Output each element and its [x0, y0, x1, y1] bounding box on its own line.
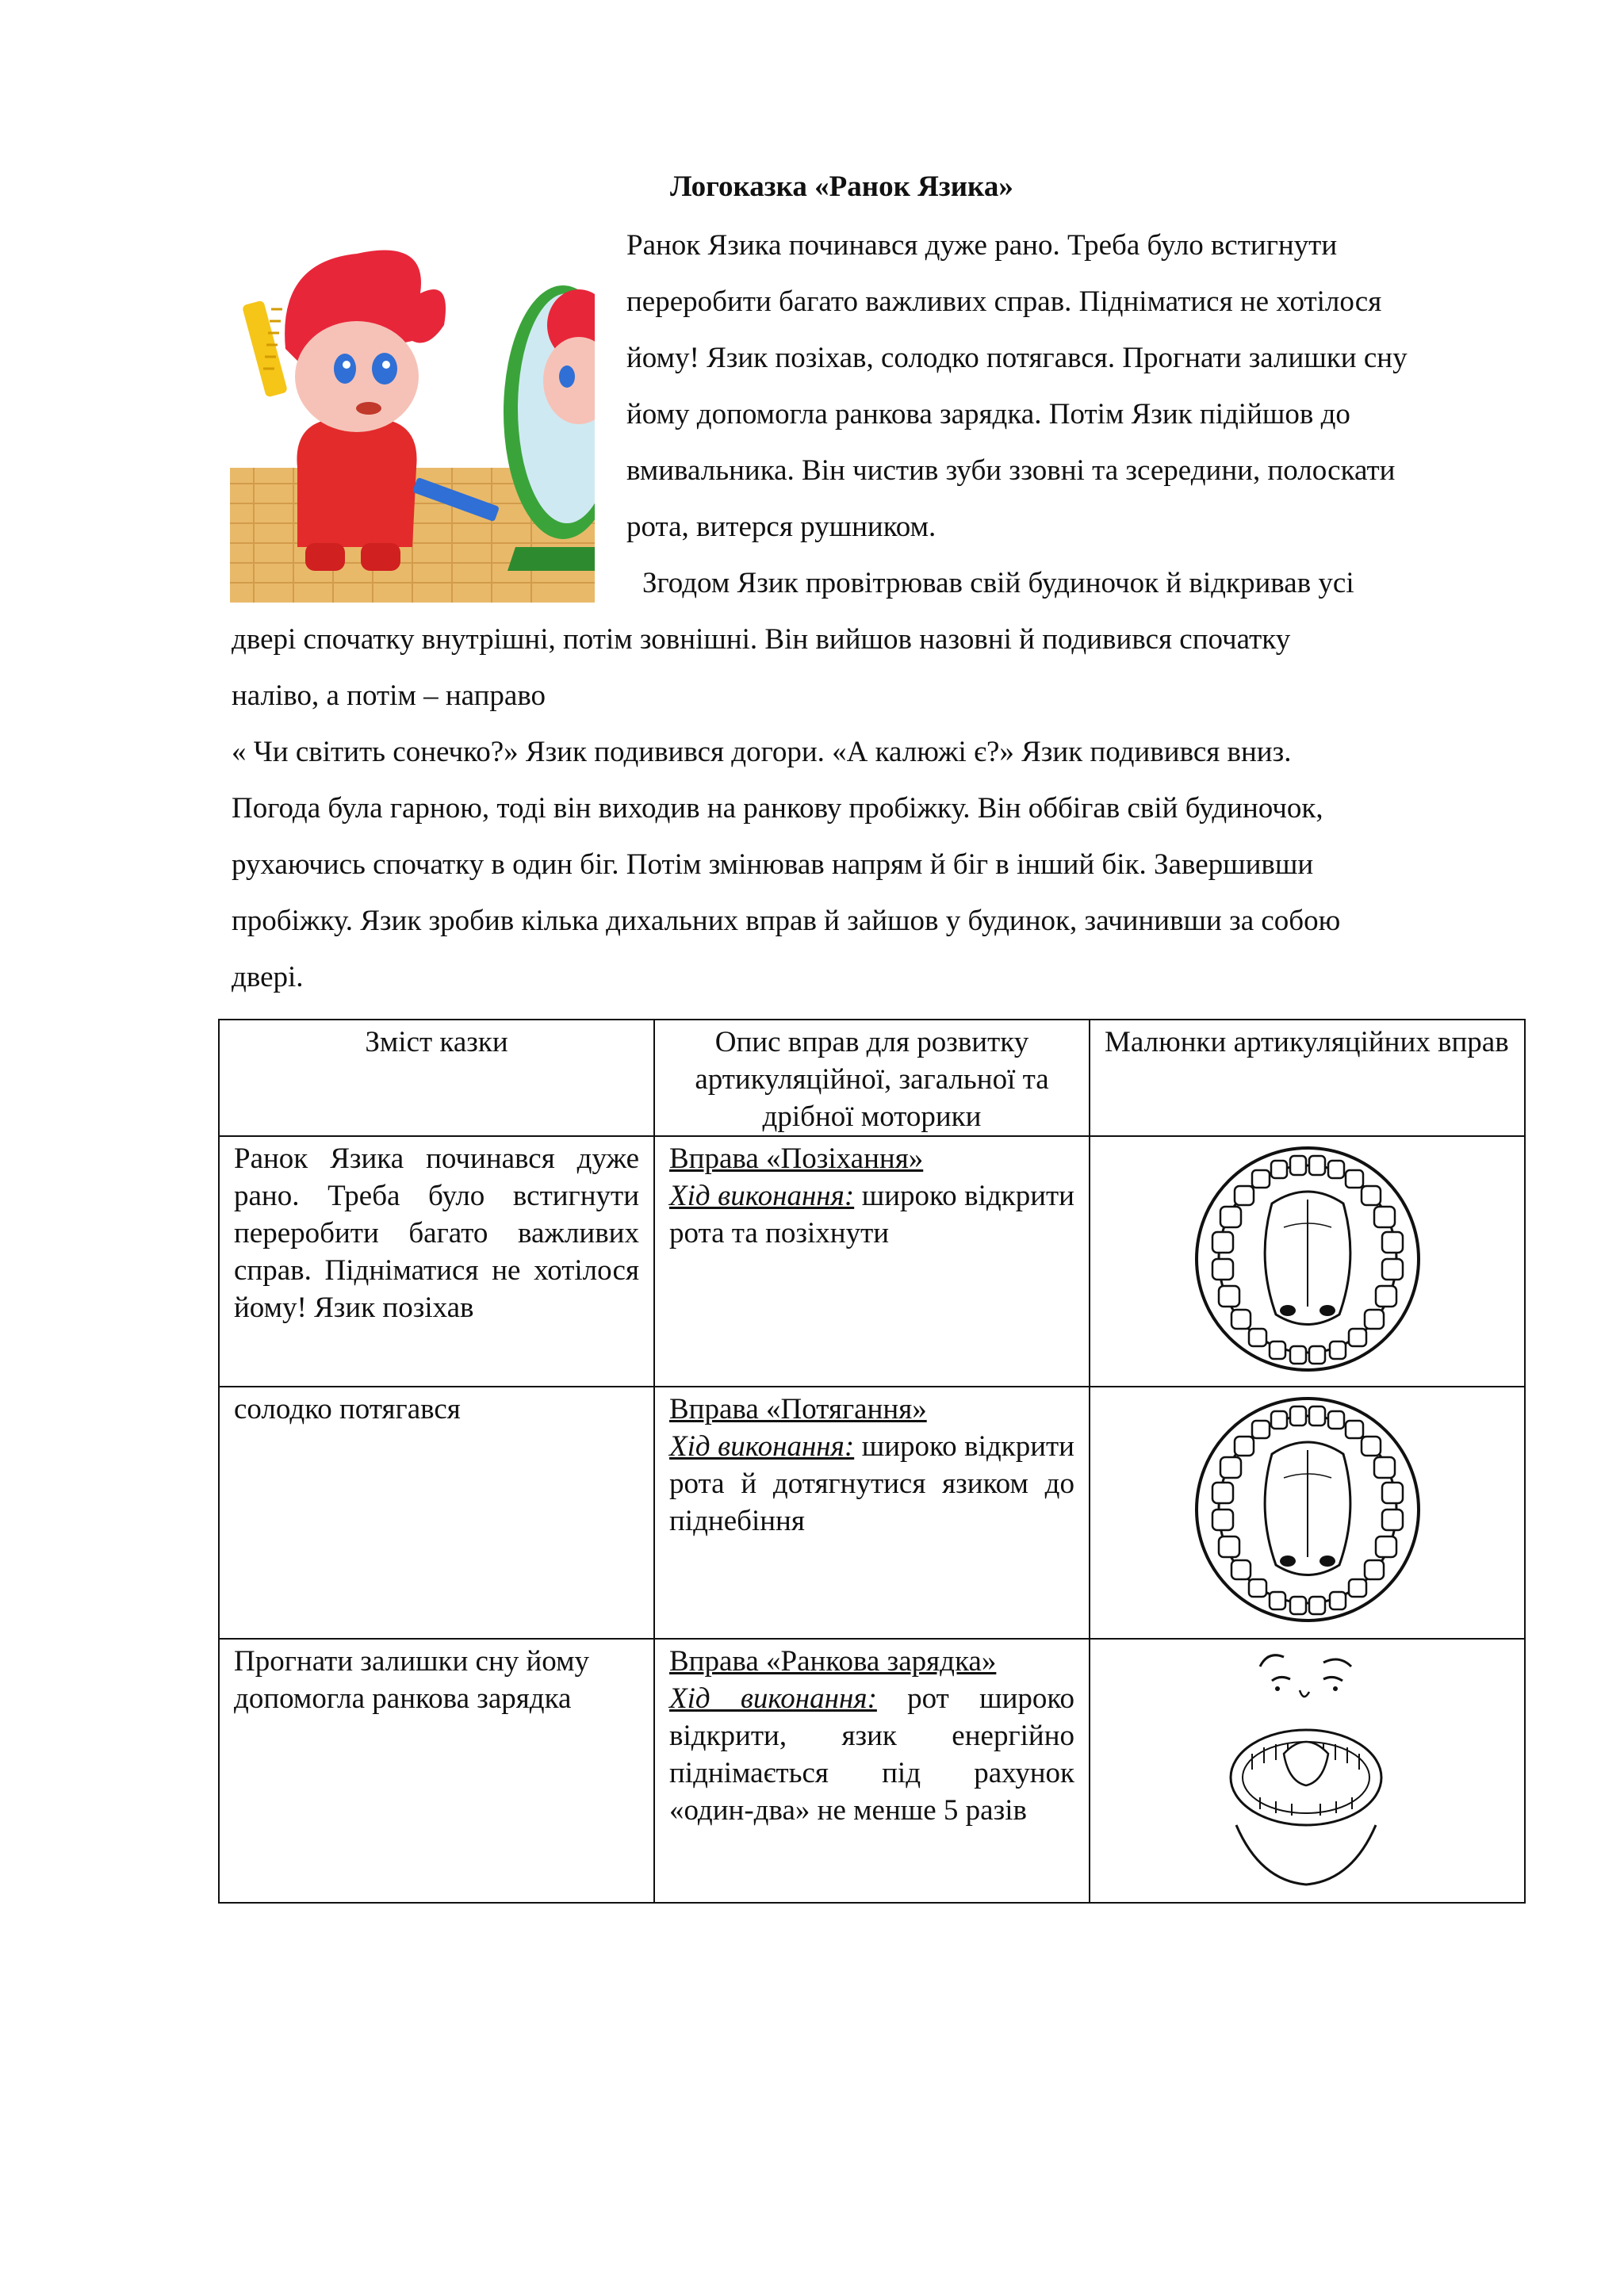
table-row [219, 1387, 1525, 1639]
story-content-cell: Прогнати залишки сну йому допомогла ранкова зарядка [219, 1639, 654, 1903]
story-line: Ранок Язика починався дуже рано. Треба було встигнути [626, 229, 1338, 262]
story-line: « Чи світить сонечко?» Язик подивився догори. «А калюжі є?» Язик подивився вниз. [232, 736, 1292, 768]
story-content-cell: солодко потягався [219, 1387, 654, 1639]
story-line: рухаючись спочатку в один біг. Потім змінював напрям й біг в інший бік. Завершивши [232, 848, 1314, 881]
story-line: наліво, а потім – направо [232, 679, 546, 712]
column-header: Зміст казки [219, 1020, 654, 1136]
story-line: йому допомогла ранкова зарядка. Потім Язик підійшов до [626, 398, 1350, 430]
story-line: пробіжку. Язик зробив кілька дихальних вправ й зайшов у будинок, зачинивши за собою [232, 905, 1341, 937]
procedure-label: Хід виконання: [669, 1682, 877, 1715]
story-line: йому! Язик позіхав, солодко потягався. Прогнати залишки сну [626, 342, 1408, 374]
page-title: Логоказка «Ранок Язика» [670, 170, 1013, 203]
column-header: Опис вправ для розвитку артикуляційної, загальної та дрібної моторики [654, 1020, 1090, 1136]
procedure-label: Хід виконання: [669, 1430, 855, 1463]
tongue-character-illustration [230, 230, 595, 603]
story-content-cell: Ранок Язика починався дуже рано. Треба було встигнути переробити багато важливих справ. Підніматися не хотілося йому! Язик позіхав [219, 1136, 654, 1387]
procedure-text: рот широко відкрити, язик енергійно піднімається під рахунок «один-два» не менше 5 разів [669, 1682, 1074, 1827]
story-line: переробити багато важливих справ. Підніматися не хотілося [626, 285, 1382, 318]
drawing-cell [1090, 1639, 1525, 1903]
open-mouth-drawing [1189, 1140, 1427, 1378]
exercise-title: Вправа «Ранкова зарядка» [669, 1645, 997, 1678]
story-line: Погода була гарною, тоді він виходив на ранкову пробіжку. Він оббігав свій будиночок, [232, 792, 1323, 825]
exercise-title: Вправа «Позіхання» [669, 1142, 924, 1175]
procedure-text: широко відкрити рота й дотягнутися язиком до піднебіння [669, 1430, 1074, 1537]
column-header: Малюнки артикуляційних вправ [1090, 1020, 1525, 1136]
drawing-cell [1090, 1136, 1525, 1387]
exercise-cell [654, 1387, 1090, 1639]
table-header-row [219, 1020, 1525, 1136]
table-row [219, 1136, 1525, 1387]
face-open-mouth-drawing [1205, 1643, 1411, 1896]
story-line: Згодом Язик провітрював свій будиночок й відкривав усі [642, 567, 1354, 599]
story-line: двері. [232, 961, 304, 993]
table-row [219, 1639, 1525, 1903]
exercises-table [218, 1019, 1526, 1904]
story-line: рота, витерся рушником. [626, 511, 936, 543]
exercise-cell [654, 1639, 1090, 1903]
story-line: вмивальника. Він чистив зуби ззовні та зсередини, полоскати [626, 454, 1396, 487]
exercise-cell [654, 1136, 1090, 1387]
drawing-cell [1090, 1387, 1525, 1639]
procedure-text: широко відкрити рота та позіхнути [669, 1180, 1074, 1249]
procedure-label: Хід виконання: [669, 1180, 855, 1212]
open-mouth-drawing [1189, 1391, 1427, 1628]
exercise-title: Вправа «Потягання» [669, 1393, 927, 1425]
story-line: двері спочатку внутрішні, потім зовнішні. Він вийшов назовні й подивився спочатку [232, 623, 1291, 656]
